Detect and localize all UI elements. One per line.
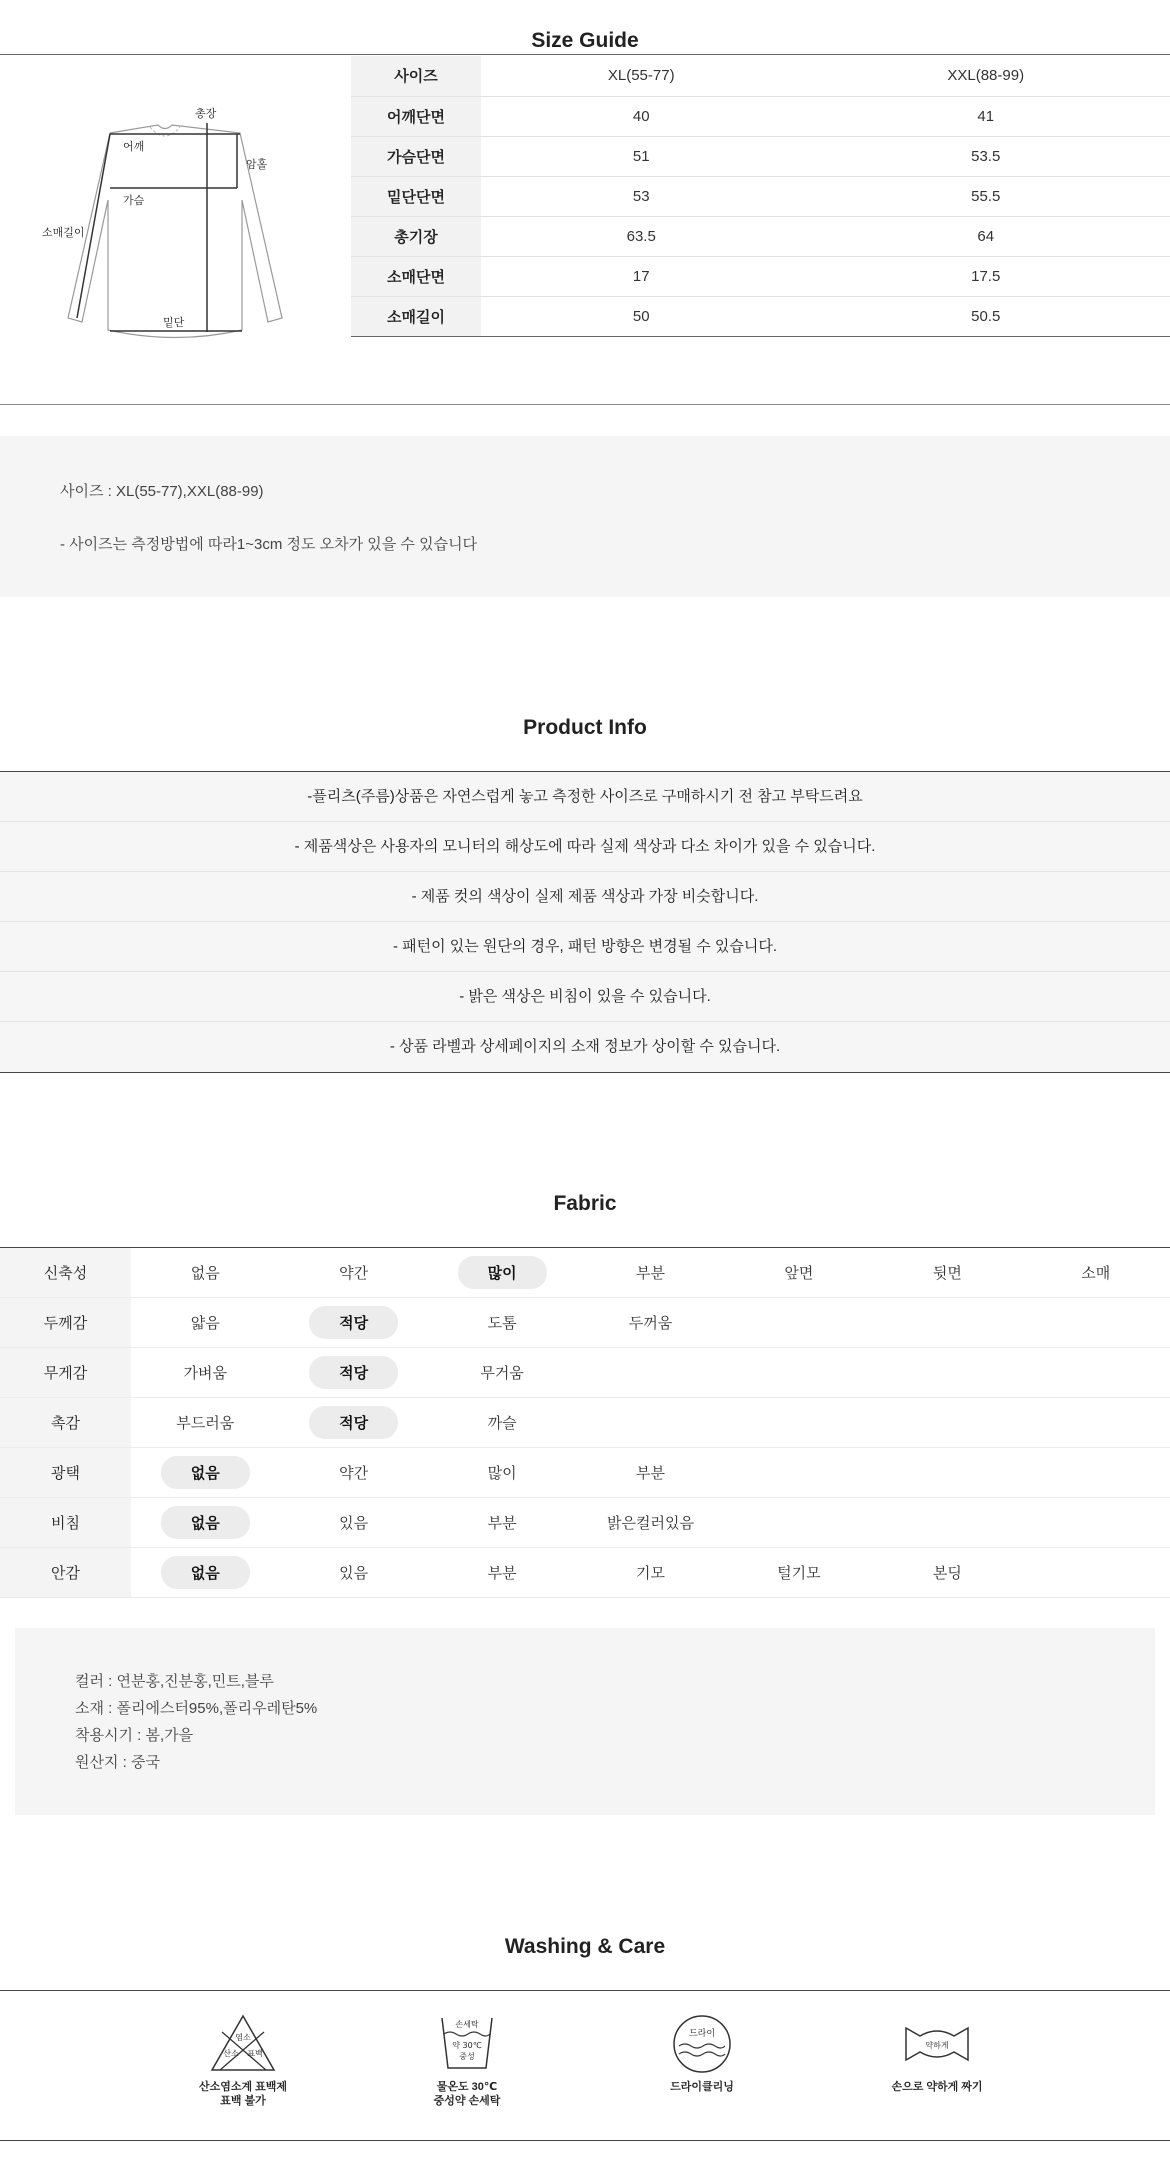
fabric-option [576,1248,724,1298]
fabric-option [131,1248,279,1298]
fabric-option [131,1348,279,1398]
size-table-header [351,56,1170,96]
detail-material: 소재 : 폴리에스터95%,폴리우레탄5% [75,1700,318,1717]
fabric-attribute-label: 신축성 [0,1248,131,1298]
xl-value: 40 [481,96,801,136]
fabric-option [576,1448,724,1498]
row-label: 총기장 [351,216,481,256]
fabric-option [873,1398,1021,1448]
size-guide-bottom-rule [0,404,1170,405]
fabric-option-label: 도톰 [487,1315,517,1332]
fabric-option [428,1398,576,1448]
xxl-value: 50.5 [801,296,1170,336]
row-label: 소매길이 [351,296,481,336]
fabric-option-label: 두꺼움 [628,1315,673,1332]
fabric-option [1022,1348,1170,1398]
fabric-option [428,1448,576,1498]
fabric-option-label: 약간 [339,1465,369,1482]
hand-wash-text-3: 중성 [459,2052,475,2061]
garment-diagram [30,100,300,360]
fabric-option [725,1348,873,1398]
size-guide-title: Size Guide [531,29,639,52]
fabric-option [131,1398,279,1448]
label-hem: 밑단 [163,317,185,329]
label-armhole: 암홀 [246,159,268,171]
fabric-option-label: 소매 [1081,1265,1111,1282]
fabric-option-label: 앞면 [784,1265,814,1282]
fabric-option [873,1348,1021,1398]
size-col-xxl: XXL(88-99) [801,56,1170,96]
list-item: - 상품 라벨과 상세페이지의 소재 정보가 상이할 수 있습니다. [0,1022,1170,1072]
washing-title: Washing & Care [504,1935,666,1958]
size-col-header: 사이즈 [351,56,481,96]
fabric-option [1022,1548,1170,1598]
xxl-value: 55.5 [801,176,1170,216]
size-guide-top-rule [0,54,1170,55]
fabric-option-label: 무거움 [480,1365,524,1382]
fabric-option [1022,1448,1170,1498]
fabric-option [576,1298,724,1348]
list-item: - 밝은 색상은 비침이 있을 수 있습니다. [0,972,1170,1022]
caption-line: 표백 불가 [220,2095,266,2107]
hand-wash-icon [432,2012,502,2074]
fabric-option-label: 밝은컬러있음 [607,1515,694,1532]
detail-season: 착용시기 : 봄,가을 [75,1727,194,1744]
fabric-attribute-label: 촉감 [0,1398,131,1448]
fabric-option [725,1448,873,1498]
table-row [0,1248,1170,1298]
fabric-option [873,1548,1021,1598]
washing-item-dry-clean [627,2012,777,2094]
fabric-option [725,1298,873,1348]
fabric-option-selected [131,1448,279,1498]
fabric-option-label: 본딩 [932,1565,962,1582]
fabric-option [725,1498,873,1548]
fabric-option [576,1548,724,1598]
row-label: 밑단단면 [351,176,481,216]
washing-item-gentle-wring [862,2012,1012,2094]
xl-value: 53 [481,176,801,216]
fabric-attribute-label: 광택 [0,1448,131,1498]
gentle-wring-icon [902,2012,972,2074]
fabric-option [1022,1398,1170,1448]
hand-wash-caption [392,2080,542,2108]
xl-value: 17 [481,256,801,296]
fabric-option [576,1398,724,1448]
fabric-option [1022,1248,1170,1298]
fabric-option-label: 없음 [161,1456,250,1489]
label-shoulder: 어깨 [123,141,145,153]
fabric-option-selected [279,1298,427,1348]
fabric-option [1022,1298,1170,1348]
fabric-option [725,1548,873,1598]
product-info-list [0,771,1170,1073]
label-total-length: 총장 [195,108,217,120]
fabric-option-label: 가벼움 [183,1365,227,1382]
fabric-option-selected [131,1498,279,1548]
list-item: - 제품 컷의 색상이 실제 제품 색상과 가장 비슷합니다. [0,872,1170,922]
fabric-option-label: 부드러움 [176,1415,235,1432]
fabric-option-label: 털기모 [777,1565,821,1582]
fabric-option-label: 얇음 [190,1315,220,1332]
fabric-option [873,1298,1021,1348]
list-item: -플리츠(주름)상품은 자연스럽게 놓고 측정한 사이즈로 구매하시기 전 참고 부탁드려요 [0,772,1170,822]
xl-value: 63.5 [481,216,801,256]
fabric-option [1022,1498,1170,1548]
table-row [351,136,1170,176]
fabric-option [725,1248,873,1298]
fabric-option-selected [428,1248,576,1298]
table-row [351,296,1170,336]
fabric-option [279,1548,427,1598]
caption-line: 물온도 30℃ [436,2081,498,2093]
fabric-option [279,1448,427,1498]
fabric-option [279,1498,427,1548]
table-row [0,1548,1170,1598]
fabric-attribute-label: 안감 [0,1548,131,1598]
fabric-option-selected [131,1548,279,1598]
fabric-option-label: 기모 [636,1565,665,1582]
fabric-option [131,1298,279,1348]
washing-item-hand-wash [392,2012,542,2108]
row-label: 소매단면 [351,256,481,296]
gentle-wring-text: 약하게 [925,2041,949,2050]
hand-wash-text-1: 손세탁 [455,2020,479,2029]
table-row [351,256,1170,296]
washing-bottom-rule [0,2140,1170,2141]
fabric-option [428,1298,576,1348]
fabric-option-label: 부분 [487,1515,517,1532]
caption-line: 손으로 약하게 짜기 [891,2081,983,2093]
fabric-option-label: 있음 [339,1565,369,1582]
fabric-option-label: 부분 [636,1265,665,1282]
dry-clean-caption [627,2080,777,2094]
fabric-attribute-label: 무게감 [0,1348,131,1398]
fabric-option [428,1348,576,1398]
no-bleach-text-3: 표백 [247,2049,263,2058]
fabric-option-label: 뒷면 [932,1265,962,1282]
fabric-option-label: 적당 [309,1406,398,1439]
label-sleeve-length: 소매길이 [42,227,85,239]
fabric-option-label: 있음 [339,1515,369,1532]
fabric-option [428,1498,576,1548]
size-note-sizes: 사이즈 : XL(55-77),XXL(88-99) [60,483,264,500]
size-note-tolerance: - 사이즈는 측정방법에 따라1~3cm 정도 오차가 있을 수 있습니다 [60,536,478,553]
fabric-option-selected [279,1348,427,1398]
fabric-attribute-label: 두께감 [0,1298,131,1348]
table-row [0,1498,1170,1548]
fabric-option-label: 없음 [190,1265,220,1282]
table-row [0,1348,1170,1398]
dry-clean-icon [667,2012,737,2074]
table-row [351,96,1170,136]
no-bleach-text-2: 산소 [223,2049,239,2058]
detail-origin: 원산지 : 중국 [75,1754,160,1771]
size-table [351,56,1170,337]
xxl-value: 53.5 [801,136,1170,176]
dry-clean-text: 드라이 [688,2029,716,2039]
table-row [0,1448,1170,1498]
table-row [351,216,1170,256]
fabric-option-label: 적당 [309,1306,398,1339]
caption-line: 중성약 손세탁 [433,2095,501,2107]
no-bleach-icon [208,2012,278,2074]
fabric-option-label: 적당 [309,1356,398,1389]
fabric-option [873,1248,1021,1298]
fabric-option [428,1548,576,1598]
fabric-details-box [15,1628,1155,1815]
xxl-value: 41 [801,96,1170,136]
list-item: - 패턴이 있는 원단의 경우, 패턴 방향은 변경될 수 있습니다. [0,922,1170,972]
fabric-option-label: 없음 [161,1556,250,1589]
gentle-wring-caption [862,2080,1012,2094]
fabric-option-label: 없음 [161,1506,250,1539]
fabric-option-label: 까슬 [487,1415,517,1432]
fabric-option [576,1498,724,1548]
fabric-table [0,1247,1170,1598]
fabric-title: Fabric [553,1192,617,1215]
fabric-option-selected [279,1398,427,1448]
xxl-value: 64 [801,216,1170,256]
caption-line: 산소염소계 표백제 [198,2081,288,2093]
size-notes-box [0,436,1170,597]
caption-line: 드라이클리닝 [670,2081,734,2093]
no-bleach-text-1: 염소 [235,2033,251,2042]
detail-color: 컬러 : 연분홍,진분홍,민트,블루 [75,1673,274,1690]
size-col-xl: XL(55-77) [481,56,801,96]
table-row [0,1398,1170,1448]
fabric-option-label: 부분 [636,1465,665,1482]
row-label: 가슴단면 [351,136,481,176]
list-item: - 제품색상은 사용자의 모니터의 해상도에 따라 실제 색상과 다소 차이가 있을 수 있습니다. [0,822,1170,872]
fabric-attribute-label: 비침 [0,1498,131,1548]
product-info-title: Product Info [523,716,647,739]
label-chest: 가슴 [123,195,145,207]
fabric-option-label: 약간 [339,1265,369,1282]
washing-item-no-bleach [168,2012,318,2108]
fabric-option-label: 많이 [487,1465,517,1482]
fabric-option [725,1398,873,1448]
no-bleach-caption [168,2080,318,2108]
table-row [0,1298,1170,1348]
fabric-option-label: 부분 [487,1565,517,1582]
hand-wash-text-2: 약 30℃ [452,2041,482,2050]
row-label: 어깨단면 [351,96,481,136]
washing-top-rule [0,1990,1170,1991]
fabric-option [576,1348,724,1398]
table-row [351,176,1170,216]
xxl-value: 17.5 [801,256,1170,296]
xl-value: 50 [481,296,801,336]
fabric-option [279,1248,427,1298]
xl-value: 51 [481,136,801,176]
fabric-option-label: 많이 [458,1256,547,1289]
fabric-option [873,1498,1021,1548]
fabric-option [873,1448,1021,1498]
